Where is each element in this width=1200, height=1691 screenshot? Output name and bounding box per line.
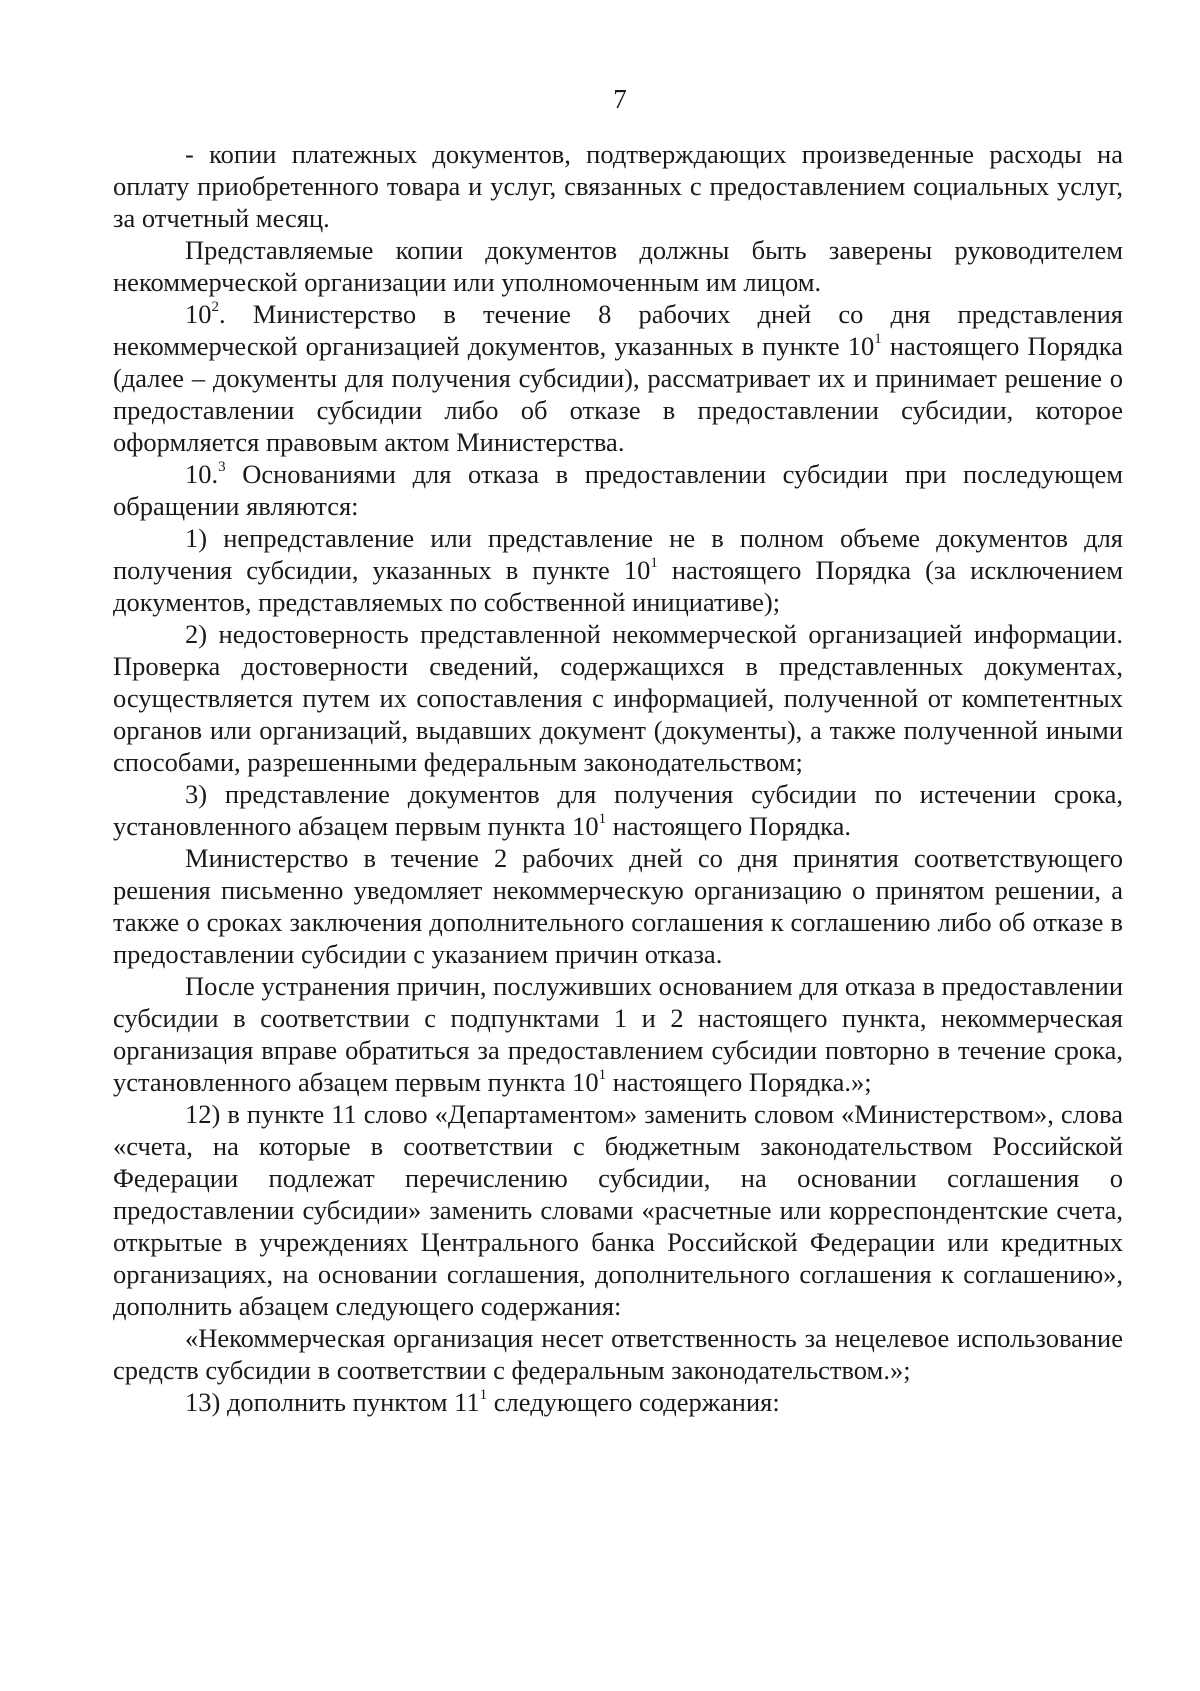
text-run: 12) в пункте 11 слово «Департаментом» заменить словом «Министерством», слова «счета, на которые в соответствии с бюджетным законодательством Российской Федерации подлежат перечислению субсидии, на основании соглашения о предоставлении субсидии» заменить словами «расчетные или корреспондентские счета, открытые в учреждениях Центрального банка Российской Федерации или кредитных организациях, на основании соглашения, дополнительного соглашения к соглашению», дополнить абзацем следующего содержания: [113,1099,1123,1321]
paragraph [113,138,1123,234]
text-run: следующего содержания: [487,1387,780,1417]
text-run: 1) непредставление или представление не в полном объеме документов для получения субсидии, указанных в пункте 10 [113,523,1123,585]
paragraph [113,970,1123,1098]
text-run: настоящего Порядка. [606,811,852,841]
text-run: 10 [185,299,212,329]
page-number: 7 [613,84,627,114]
superscript-run: 1 [598,1067,607,1084]
text-run: 2) недостоверность представленной некоммерческой организацией информации. Проверка достоверности сведений, содержащихся в представленных документах, осуществляется путем их сопоставления с информацией, полученной от компетентных органов или организаций, выдавших документ (документы), а также полученной иными способами, разрешенными федеральным законодательством; [113,619,1123,777]
superscript-run: 1 [874,331,882,348]
superscript-run: 2 [211,299,219,316]
text-run: . Министерство в течение 8 рабочих дней со дня представления некоммерческой организацией документов, указанных в пункте 10 [113,299,1123,361]
superscript-run: 3 [218,459,226,476]
document-body [113,138,1123,1418]
text-run: Министерство в течение 2 рабочих дней со дня принятия соответствующего решения письменно уведомляет некоммерческую организацию о принятом решении, а также о сроках заключения дополнительного соглашения к соглашению либо об отказе в предоставлении субсидии с указанием причин отказа. [113,843,1123,969]
paragraph [113,618,1123,778]
paragraph [113,458,1123,522]
text-run: настоящего Порядка (за исключением документов, представляемых по собственной инициативе); [113,555,1123,617]
text-run: 10. [185,459,219,489]
text-run: 13) дополнить пунктом 11 [185,1387,480,1417]
paragraph [113,842,1123,970]
text-run: Основаниями для отказа в предоставлении субсидии при последующем обращении являются: [113,459,1123,521]
text-run: 3) представление документов для получения субсидии по истечении срока, установленного абзацем первым пункта 10 [113,779,1123,841]
superscript-run: 1 [479,1387,488,1404]
text-run: настоящего Порядка (далее – документы для получения субсидии), рассматривает их и принимает решение о предоставлении субсидии либо об отказе в предоставлении субсидии, которое оформляется правовым актом Министерства. [113,331,1123,457]
paragraph [113,778,1123,842]
text-run: После устранения причин, послуживших основанием для отказа в предоставлении субсидии в соответствии с подпунктами 1 и 2 настоящего пункта, некоммерческая организация вправе обратиться за предоставлением субсидии повторно в течение срока, установленного абзацем первым пункта 10 [113,971,1123,1097]
paragraph [113,1386,1123,1418]
superscript-run: 1 [598,811,607,828]
paragraph [113,298,1123,458]
text-run: «Некоммерческая организация несет ответственность за нецелевое использование средств субсидии в соответствии с федеральным законодательством.»; [113,1323,1123,1385]
paragraph [113,522,1123,618]
superscript-run: 1 [650,555,658,572]
paragraph [113,234,1123,298]
paragraph [113,1322,1123,1386]
text-run: настоящего Порядка.»; [606,1067,872,1097]
paragraph [113,1098,1123,1322]
text-run: Представляемые копии документов должны быть заверены руководителем некоммерческой организации или уполномоченным им лицом. [113,235,1123,297]
text-run: - копии платежных документов, подтверждающих произведенные расходы на оплату приобретенного товара и услуг, связанных с предоставлением социальных услуг, за отчетный месяц. [113,139,1123,233]
